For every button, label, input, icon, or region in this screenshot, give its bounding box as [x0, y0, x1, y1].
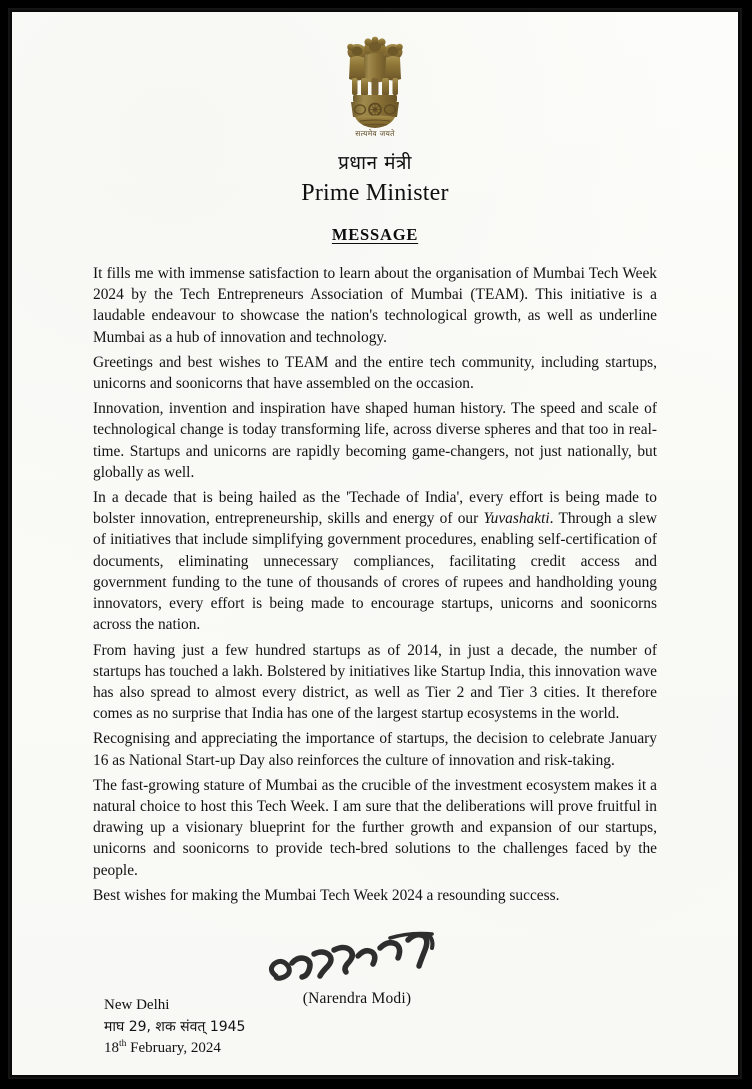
- signatory-name: (Narendra Modi): [302, 989, 412, 1007]
- document-footer: [104, 995, 245, 1059]
- title-english: Prime Minister: [301, 180, 449, 207]
- footer-date-ordinal: th: [119, 1039, 127, 1049]
- footer-date-hindi: माघ 29, शक संवत् 1945: [104, 1019, 246, 1035]
- paragraph: Greetings and best wishes to TEAM and the entire tech community, including startups, unicorns and soonicorns that have assembled on the occasion.: [93, 353, 657, 393]
- paragraph: From having just a few hundred startups as of 2014, in just a decade, the number of startups has touched a lakh. Bolstered by initiatives like Startup India, this innovation wave has also spread to almost every district, as well as Tier 2 and Tier 3 cities. It therefore comes as no surprise that India has one of the largest startup ecosystems in the world.: [93, 641, 657, 723]
- paragraph: Innovation, invention and inspiration have shaped human history. The speed and scale of technological change is today transforming life, across diverse spheres and that too in real-time. Startups and unicorns are rapidly becoming game-changers, not just nationally, but globally as well.: [93, 400, 657, 481]
- footer-date-english: [104, 1038, 245, 1059]
- paragraph-techade: [93, 487, 657, 635]
- footer-place: New Delhi: [104, 997, 170, 1013]
- paragraph: Recognising and appreciating the importance of startups, the decision to celebrate January 16 as National Start-up Day also reinforces the culture of innovation and risk-taking.: [93, 730, 657, 769]
- document-body: [89, 263, 661, 906]
- paragraph-techade-italic-term: Yuvashakti: [483, 510, 550, 528]
- footer-date-day: 18: [104, 1040, 119, 1056]
- emblem-motto-text: सत्यमेव जयते: [355, 129, 395, 138]
- title-hindi: प्रधान मंत्री: [338, 151, 412, 174]
- paragraph: Best wishes for making the Mumbai Tech Week 2024 a resounding success.: [93, 886, 560, 904]
- message-heading: MESSAGE: [331, 225, 419, 245]
- paragraph: The fast-growing stature of Mumbai as the crucible of the investment ecosystem makes it a natural choice to host this Tech Week. I am sure that the deliberations will prove fruitful in drawing up a visionary blueprint for the further growth and expansion of our startups, unicorns and soonicorns to provide tech-bred solutions to the challenges faced by the people.: [93, 776, 657, 879]
- paragraph-techade-part1: In a decade that is being hailed as the 'Techade of India', every effort is being made to bolster innovation, entrepreneurship, skills and energy of our: [93, 489, 657, 528]
- document-page: [12, 12, 738, 1075]
- state-emblem-of-india-icon: [344, 36, 406, 140]
- paragraph: It fills me with immense satisfaction to learn about the organisation of Mumbai Tech Week 2024 by the Tech Entrepreneurs Association of Mumbai (TEAM). This initiative is a laudable endeavour to showcase the nation's technological growth, as well as underline Mumbai as a hub of innovation and technology.: [93, 265, 657, 346]
- document-header: [38, 12, 712, 245]
- footer-date-rest: February, 2024: [126, 1040, 221, 1056]
- paragraph-techade-part2: . Through a slew of initiatives that include simplifying government procedures, enabling self-certification of documents, eliminating unnecessary compliances, facilitating credit access and government funding to the tune of thousands of crores of rupees and handholding young innovators, every effort is being made to encourage startups, unicorns and soonicorns across the nation.: [93, 510, 657, 634]
- frame-inner-border: [8, 8, 742, 1079]
- handwritten-signature-icon: [262, 926, 452, 992]
